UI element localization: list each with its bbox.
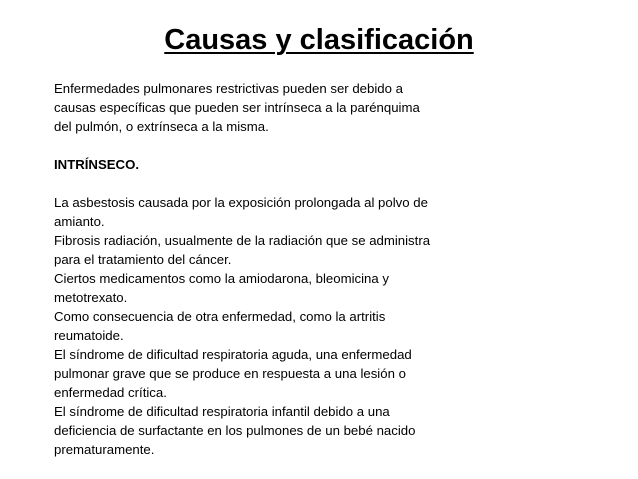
section-heading: INTRÍNSECO. bbox=[54, 157, 139, 172]
body-line: reumatoide. bbox=[54, 328, 124, 343]
intro-line: Enfermedades pulmonares restrictivas pueden ser debido a bbox=[54, 81, 403, 96]
body-line: Ciertos medicamentos como la amiodarona, bleomicina y bbox=[54, 271, 389, 286]
spacer bbox=[54, 174, 474, 193]
body-line: Como consecuencia de otra enfermedad, como la artritis bbox=[54, 309, 386, 324]
body-line: enfermedad crítica. bbox=[54, 385, 167, 400]
body-line: para el tratamiento del cáncer. bbox=[54, 252, 232, 267]
intro-line: del pulmón, o extrínseca a la misma. bbox=[54, 119, 269, 134]
body-line: deficiencia de surfactante en los pulmones de un bebé nacido bbox=[54, 423, 416, 438]
slide-title: Causas y clasificación bbox=[164, 24, 474, 56]
body-line: prematuramente. bbox=[54, 442, 155, 457]
body-line: amianto. bbox=[54, 214, 105, 229]
body-line: La asbestosis causada por la exposición prolongada al polvo de bbox=[54, 195, 428, 210]
spacer bbox=[54, 136, 474, 155]
body-line: El síndrome de dificultad respiratoria infantil debido a una bbox=[54, 404, 390, 419]
body-line: Fibrosis radiación, usualmente de la radiación que se administra bbox=[54, 233, 431, 248]
body-line: metotrexato. bbox=[54, 290, 128, 305]
body-line: pulmonar grave que se produce en respuesta a una lesión o bbox=[54, 366, 406, 381]
body-line: El síndrome de dificultad respiratoria aguda, una enfermedad bbox=[54, 347, 412, 362]
slide-body bbox=[54, 79, 474, 459]
intro-line: causas específicas que pueden ser intrínseca a la parénquima bbox=[54, 100, 420, 115]
